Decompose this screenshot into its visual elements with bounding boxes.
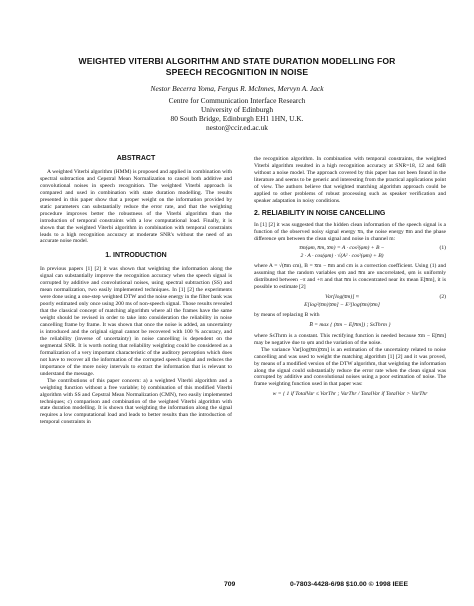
affiliation-line: University of Edinburgh <box>200 104 274 114</box>
paper-title <box>0 56 474 77</box>
abstract-text: A weighted Viterbi algorithm (HMM) is proposed and applied in combination with spectral subtraction and Cepstral Mean Normalization to cancel both additive and convolutional noises in speech recognition. The weighted Viterbi approach is compared and used in combination with state duration modelling. The results presented in this paper show that a proper weight on the information provided by static parameters can substantially reduce the error rate, and that the weighting procedure improves better the robustness of the Viterbi algorithm than the introduction of temporal constraints with a low computational load. Finally, it is shown that the weighted Viterbi algorithm in combination with temporal constraints leads to a high recognition accuracy at moderate SNR's without the need of an accurate noise model. <box>40 168 232 245</box>
continued-paragraph: the recognition algorithm. In combination with temporal constraints, the weighted Viterbi algorithm resulted in a high recognition accuracy at SNR=18, 12 and 6dB without a noise model. The approach covered by this paper has not been found in the literature and seems to be generic and interesting from the practical applications point of view. The authors believe that weighted matching algorithm approach could be applied to other problems of robust processing such as speaker verification and speaker adaptation in noisy conditions. <box>254 156 446 204</box>
equation-1-line-2: 2 · A · cos(φm) · √(A² · cos²(φm) + B) <box>300 252 384 259</box>
equation-3-body: B̅ = max { (x̅m − E[n̅m]) ; SsThrm } <box>309 322 391 329</box>
equation-4-body: w = { 1 if TotalVar ≤ VarThr ; VarThr / TotalVar if TotalVar > VarThr <box>272 391 428 398</box>
section-2-paragraph: In [1] [2] it was suggested that the hidden clean information of the speech signal is a function of the observed noisy signal energy x̅n, the noise energy n̅m and the phase difference φm between the clean signal and noise in channel m: <box>254 221 446 242</box>
affiliation-line: 80 South Bridge, Edinburgh EH1 1HN, U.K. <box>170 113 304 123</box>
equation-number: (1) <box>439 245 446 252</box>
abstract-heading: ABSTRACT <box>116 155 156 162</box>
affiliation-line: Centre for Communication Interface Research <box>168 96 306 105</box>
copyright-line: 0-7803-4428-6/98 $10.00 © 1998 IEEE <box>290 581 408 588</box>
equation-1-line-1: s̅m(φm, n̅m, x̅m) = A · cos²(φm) + B − <box>299 245 385 252</box>
intro-paragraph: The contributions of this paper concern: a) a weighted Viterbi algorithm and a weighting function without a free variable; b) combination of this modified Viterbi algorithm with SS and Cepstral Mean Normalization (CMN), two easily implemented techniques; c) comparison and combination of the weighted Viterbi algorithm with state duration modelling. It is shown that weighting the information along the signal requires a low computational load and leads to better results than the introduction of temporal constraints in <box>40 377 232 426</box>
section-2-paragraph: The variance Var[log(s̅m)|x̅m] is an estimation of the uncertainty related to noise cancelling and was used to weight the matching algorithm [1] [2] and it was proved, by means of a modified version of the DTW algorithm, that weighting the information along the signal could substantially reduce the error rate when the clean signal was corrupted by additive and convolutional noises using a poor estimation of noise. The frame weighting function used in that paper was: <box>254 346 446 388</box>
equation-2 <box>254 294 446 309</box>
right-column <box>254 156 446 402</box>
equation-number: (2) <box>439 294 446 301</box>
equation-1 <box>254 245 446 260</box>
email: nestor@ccir.ed.ac.uk <box>205 122 268 132</box>
equation-3 <box>254 322 446 330</box>
equation-2-line-1: Var[log(s̅m)] ≈ <box>325 294 359 301</box>
intro-paragraph: In previous papers [1] [2] it was shown that weighting the information along the signal can substantially improve the recognition accuracy when the speech signal is corrupted by additive and convolutional noises, using spectral subtraction (SS) and mean normalization, two easily implemented techniques. In [1] [2] the experiments were done using a one-step weighted DTW and the noise energy in the filter bank was poorly estimated only once using 200 ms of non-speech signal. Those results revealed that the classical concept of matching algorithm where all the frames have the same weight should be revised in order to take into consideration the reliability in noise cancelling frame by frame. It was shown that once the noise is added, an uncertainty is introduced and the original signal cannot be recovered with 100 % accuracy, and the reliability (inverse of uncertainty) in noise cancelling is dependent on the segmental SNR. It is worth noting that reliability weighting could be considered as a formalization of a very important characteristic of the auditory perception which does not have to recover all the information of the corrupted speech signal and reduces the importance of the more noisy intervals to extract the information that is relevant to understand the message. <box>40 266 232 377</box>
title-line-1: WEIGHTED VITERBI ALGORITHM AND STATE DURATION MODELLING FOR <box>78 56 396 66</box>
equation-4 <box>254 391 446 399</box>
authors: Nestor Becerra Yoma, Fergus R. McInnes, Mervyn A. Jack <box>150 84 324 93</box>
section-2-heading: 2. RELIABILITY IN NOISE CANCELLING <box>254 209 386 217</box>
introduction-heading: 1. INTRODUCTION <box>105 252 167 260</box>
section-2-paragraph: where A = √(n̅m cm), B = x̅m − n̅m and cm is a correction coefficient. Using (1) and assuming that the random variables φm and n̅m are uncorrelated, φm is uniformly distributed between −π and +π and that n̅m is concentrated near its mean E[n̅m], it is possible to estimate [2] <box>254 263 446 291</box>
left-column <box>40 156 232 426</box>
title-line-2: SPEECH RECOGNITION IN NOISE <box>165 66 309 77</box>
section-2-paragraph: where SsThrm is a constant. This rectifying function is needed because x̅m − E[n̅m] may be negative due to φm and the variation of the noise. <box>254 332 446 346</box>
equation-2-line-2: E[log²(s̅m)|x̅m] − E²[log(s̅m)|x̅m] <box>304 301 380 308</box>
section-2-paragraph: by means of replacing B with <box>254 312 320 319</box>
affiliation <box>0 97 474 133</box>
page-number: 709 <box>224 581 236 588</box>
